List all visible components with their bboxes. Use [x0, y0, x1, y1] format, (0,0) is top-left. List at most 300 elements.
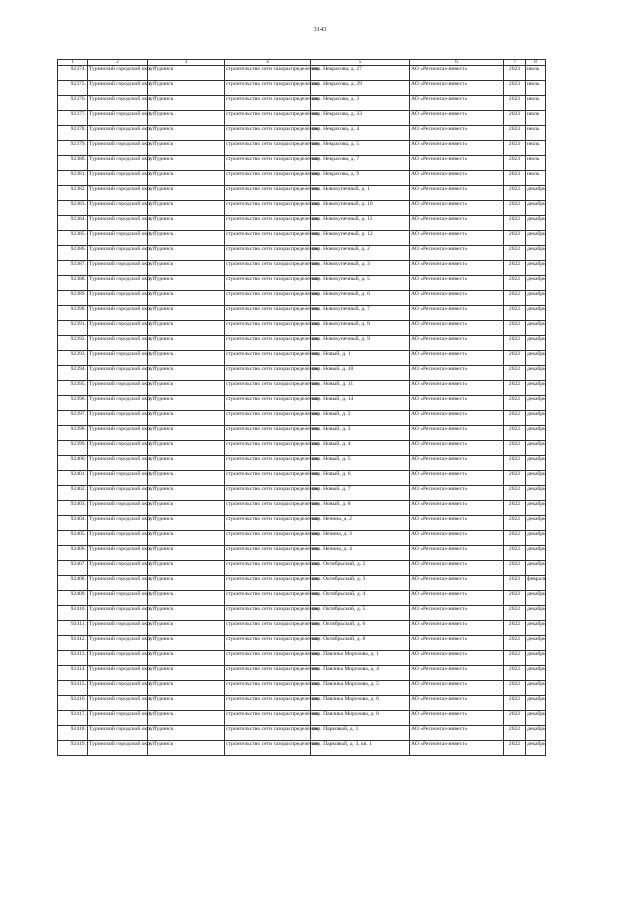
work-type-cell: строительство сети газораспределения [225, 426, 311, 441]
table-row [58, 96, 546, 111]
month-cell: декабрь [526, 396, 546, 411]
address-cell: пер. Октябрьский, д. 6 [311, 621, 410, 636]
district-cell: Туринский городской округ [88, 606, 148, 621]
address-cell: пер. Октябрьский, д. 4 [311, 591, 410, 606]
organization-cell: АО «Регионгаз-инвест» [410, 66, 504, 81]
year-cell: 2022 [504, 531, 526, 546]
month-cell: декабрь [526, 591, 546, 606]
table-row [58, 231, 546, 246]
work-type-cell: строительство сети газораспределения [225, 261, 311, 276]
district-cell: Туринский городской округ [88, 711, 148, 726]
work-type-cell: строительство сети газораспределения [225, 246, 311, 261]
work-type-cell: строительство сети газораспределения [225, 711, 311, 726]
work-type-cell: строительство сети газораспределения [225, 141, 311, 156]
year-cell: 2022 [504, 456, 526, 471]
table-row [58, 381, 546, 396]
row-number-cell: 92378. [58, 126, 88, 141]
district-cell: Туринский городской округ [88, 141, 148, 156]
header-cell: 1 [58, 60, 88, 66]
table-row [58, 516, 546, 531]
month-cell: декабрь [526, 201, 546, 216]
organization-cell: АО «Регионгаз-инвест» [410, 711, 504, 726]
organization-cell: АО «Регионгаз-инвест» [410, 246, 504, 261]
organization-cell: АО «Регионгаз-инвест» [410, 651, 504, 666]
table-row [58, 636, 546, 651]
address-cell: пер. Павлика Морозова, д. 4 [311, 666, 410, 681]
month-cell: декабрь [526, 351, 546, 366]
month-cell: декабрь [526, 546, 546, 561]
year-cell: 2022 [504, 201, 526, 216]
month-cell: декабрь [526, 441, 546, 456]
table-row [58, 711, 546, 726]
month-cell: июль [526, 66, 546, 81]
district-cell: Туринский городской округ [88, 726, 148, 741]
row-number-cell: 92412. [58, 636, 88, 651]
work-type-cell: строительство сети газораспределения [225, 306, 311, 321]
work-type-cell: строительство сети газораспределения [225, 486, 311, 501]
city-cell: г. Туринск [148, 636, 225, 651]
city-cell: г. Туринск [148, 426, 225, 441]
address-cell: пер. Парковый, д. 1 [311, 726, 410, 741]
month-cell: июль [526, 111, 546, 126]
organization-cell: АО «Регионгаз-инвест» [410, 561, 504, 576]
month-cell: июль [526, 81, 546, 96]
district-cell: Туринский городской округ [88, 111, 148, 126]
city-cell: г. Туринск [148, 171, 225, 186]
organization-cell: АО «Регионгаз-инвест» [410, 366, 504, 381]
city-cell: г. Туринск [148, 66, 225, 81]
month-cell: декабрь [526, 621, 546, 636]
organization-cell: АО «Регионгаз-инвест» [410, 141, 504, 156]
year-cell: 2022 [504, 396, 526, 411]
district-cell: Туринский городской округ [88, 441, 148, 456]
work-type-cell: строительство сети газораспределения [225, 396, 311, 411]
work-type-cell: строительство сети газораспределения [225, 516, 311, 531]
row-number-cell: 92409. [58, 591, 88, 606]
work-type-cell: строительство сети газораспределения [225, 201, 311, 216]
organization-cell: АО «Регионгаз-инвест» [410, 381, 504, 396]
address-cell: пер. Павлика Морозова, д. 8 [311, 711, 410, 726]
table-row [58, 651, 546, 666]
row-number-cell: 92405. [58, 531, 88, 546]
district-cell: Туринский городской округ [88, 636, 148, 651]
address-cell: пер. Октябрьский, д. 5 [311, 606, 410, 621]
month-cell: июль [526, 171, 546, 186]
year-cell: 2022 [504, 261, 526, 276]
address-cell: пер. Парковый, д. 3, кв. 1 [311, 741, 410, 756]
organization-cell: АО «Регионгаз-инвест» [410, 486, 504, 501]
work-type-cell: строительство сети газораспределения [225, 276, 311, 291]
organization-cell: АО «Регионгаз-инвест» [410, 696, 504, 711]
city-cell: г. Туринск [148, 711, 225, 726]
month-cell: декабрь [526, 531, 546, 546]
district-cell: Туринский городской округ [88, 186, 148, 201]
work-type-cell: строительство сети газораспределения [225, 606, 311, 621]
address-cell: пер. Новокупечный, д. 6 [311, 291, 410, 306]
table-row [58, 426, 546, 441]
table-row [58, 546, 546, 561]
row-number-cell: 92386. [58, 246, 88, 261]
month-cell: декабрь [526, 516, 546, 531]
address-cell: пер. Новый, д. 10 [311, 366, 410, 381]
header-cell: 6 [410, 60, 504, 66]
address-cell: пер. Новокупечный, д. 11 [311, 216, 410, 231]
organization-cell: АО «Регионгаз-инвест» [410, 591, 504, 606]
table-row [58, 441, 546, 456]
district-cell: Туринский городской округ [88, 231, 148, 246]
table-row [58, 741, 546, 756]
district-cell: Туринский городской округ [88, 336, 148, 351]
city-cell: г. Туринск [148, 276, 225, 291]
district-cell: Туринский городской округ [88, 621, 148, 636]
work-type-cell: строительство сети газораспределения [225, 231, 311, 246]
work-type-cell: строительство сети газораспределения [225, 501, 311, 516]
work-type-cell: строительство сети газораспределения [225, 621, 311, 636]
city-cell: г. Туринск [148, 576, 225, 591]
organization-cell: АО «Регионгаз-инвест» [410, 351, 504, 366]
city-cell: г. Туринск [148, 546, 225, 561]
row-number-cell: 92410. [58, 606, 88, 621]
row-number-cell: 92415. [58, 681, 88, 696]
row-number-cell: 92388. [58, 276, 88, 291]
address-cell: пер. Новый, д. 2 [311, 411, 410, 426]
month-cell: декабрь [526, 681, 546, 696]
district-cell: Туринский городской округ [88, 411, 148, 426]
district-cell: Туринский городской округ [88, 96, 148, 111]
address-cell: пер. Новый, д. 6 [311, 471, 410, 486]
row-number-cell: 92408. [58, 576, 88, 591]
organization-cell: АО «Регионгаз-инвест» [410, 201, 504, 216]
work-type-cell: строительство сети газораспределения [225, 636, 311, 651]
organization-cell: АО «Регионгаз-инвест» [410, 456, 504, 471]
table-row [58, 621, 546, 636]
year-cell: 2022 [504, 501, 526, 516]
district-cell: Туринский городской округ [88, 576, 148, 591]
organization-cell: АО «Регионгаз-инвест» [410, 681, 504, 696]
organization-cell: АО «Регионгаз-инвест» [410, 576, 504, 591]
address-cell: пер. Новокупечный, д. 12 [311, 231, 410, 246]
year-cell: 2022 [504, 426, 526, 441]
year-cell: 2022 [504, 711, 526, 726]
year-cell: 2022 [504, 621, 526, 636]
year-cell: 2022 [504, 336, 526, 351]
address-cell: пер. Октябрьский, д. 8 [311, 636, 410, 651]
work-type-cell: строительство сети газораспределения [225, 546, 311, 561]
year-cell: 2022 [504, 381, 526, 396]
address-cell: пер. Новокупечный, д. 9 [311, 336, 410, 351]
table-row [58, 486, 546, 501]
work-type-cell: строительство сети газораспределения [225, 381, 311, 396]
organization-cell: АО «Регионгаз-инвест» [410, 396, 504, 411]
row-number-cell: 92377. [58, 111, 88, 126]
organization-cell: АО «Регионгаз-инвест» [410, 186, 504, 201]
row-number-cell: 92417. [58, 711, 88, 726]
address-cell: пер. Павлика Морозова, д. 5 [311, 681, 410, 696]
work-type-cell: строительство сети газораспределения [225, 66, 311, 81]
city-cell: г. Туринск [148, 81, 225, 96]
district-cell: Туринский городской округ [88, 216, 148, 231]
city-cell: г. Туринск [148, 306, 225, 321]
header-cell: 2 [88, 60, 148, 66]
row-number-cell: 92390. [58, 306, 88, 321]
city-cell: г. Туринск [148, 681, 225, 696]
organization-cell: АО «Регионгаз-инвест» [410, 111, 504, 126]
address-cell: пер. Новый, д. 4 [311, 441, 410, 456]
district-cell: Туринский городской округ [88, 396, 148, 411]
district-cell: Туринский городской округ [88, 381, 148, 396]
work-type-cell: строительство сети газораспределения [225, 651, 311, 666]
address-cell: пер. Некрасова, д. 9 [311, 171, 410, 186]
district-cell: Туринский городской округ [88, 696, 148, 711]
gasification-registry-table [57, 59, 546, 756]
row-number-cell: 92375. [58, 81, 88, 96]
month-cell: июль [526, 141, 546, 156]
address-cell: пер. Нечина, д. 3 [311, 531, 410, 546]
year-cell: 2023 [504, 126, 526, 141]
work-type-cell: строительство сети газораспределения [225, 576, 311, 591]
city-cell: г. Туринск [148, 366, 225, 381]
row-number-cell: 92419. [58, 741, 88, 756]
address-cell: пер. Некрасова, д. 29 [311, 81, 410, 96]
organization-cell: АО «Регионгаз-инвест» [410, 306, 504, 321]
year-cell: 2022 [504, 591, 526, 606]
address-cell: пер. Новый, д. 14 [311, 396, 410, 411]
month-cell: декабрь [526, 471, 546, 486]
month-cell: декабрь [526, 261, 546, 276]
month-cell: декабрь [526, 726, 546, 741]
month-cell: декабрь [526, 246, 546, 261]
month-cell: декабрь [526, 636, 546, 651]
table-row [58, 366, 546, 381]
row-number-cell: 92374. [58, 66, 88, 81]
month-cell: июль [526, 96, 546, 111]
header-cell: 5 [311, 60, 410, 66]
district-cell: Туринский городской округ [88, 276, 148, 291]
header-cell: 4 [225, 60, 311, 66]
district-cell: Туринский городской округ [88, 681, 148, 696]
work-type-cell: строительство сети газораспределения [225, 681, 311, 696]
row-number-cell: 92395. [58, 381, 88, 396]
organization-cell: АО «Регионгаз-инвест» [410, 426, 504, 441]
row-number-cell: 92391. [58, 321, 88, 336]
address-cell: пер. Новый, д. 8 [311, 501, 410, 516]
row-number-cell: 92382. [58, 186, 88, 201]
district-cell: Туринский городской округ [88, 651, 148, 666]
address-cell: пер. Некрасова, д. 3 [311, 96, 410, 111]
address-cell: пер. Новокупечный, д. 7 [311, 306, 410, 321]
year-cell: 2022 [504, 741, 526, 756]
month-cell: декабрь [526, 216, 546, 231]
row-number-cell: 92418. [58, 726, 88, 741]
year-cell: 2023 [504, 141, 526, 156]
work-type-cell: строительство сети газораспределения [225, 321, 311, 336]
year-cell: 2022 [504, 276, 526, 291]
work-type-cell: строительство сети газораспределения [225, 666, 311, 681]
year-cell: 2022 [504, 411, 526, 426]
organization-cell: АО «Регионгаз-инвест» [410, 531, 504, 546]
table-row [58, 306, 546, 321]
organization-cell: АО «Регионгаз-инвест» [410, 741, 504, 756]
organization-cell: АО «Регионгаз-инвест» [410, 546, 504, 561]
city-cell: г. Туринск [148, 321, 225, 336]
address-cell: пер. Некрасова, д. 33 [311, 111, 410, 126]
month-cell: февраль [526, 576, 546, 591]
table-row [58, 261, 546, 276]
row-number-cell: 92398. [58, 426, 88, 441]
district-cell: Туринский городской округ [88, 126, 148, 141]
row-number-cell: 92376. [58, 96, 88, 111]
table-row [58, 591, 546, 606]
row-number-cell: 92381. [58, 171, 88, 186]
work-type-cell: строительство сети газораспределения [225, 291, 311, 306]
row-number-cell: 92387. [58, 261, 88, 276]
organization-cell: АО «Регионгаз-инвест» [410, 291, 504, 306]
address-cell: пер. Новый, д. 11 [311, 381, 410, 396]
year-cell: 2022 [504, 306, 526, 321]
month-cell: декабрь [526, 291, 546, 306]
work-type-cell: строительство сети газораспределения [225, 111, 311, 126]
city-cell: г. Туринск [148, 381, 225, 396]
table-row [58, 726, 546, 741]
city-cell: г. Туринск [148, 231, 225, 246]
city-cell: г. Туринск [148, 621, 225, 636]
organization-cell: АО «Регионгаз-инвест» [410, 621, 504, 636]
district-cell: Туринский городской округ [88, 501, 148, 516]
table-row [58, 696, 546, 711]
organization-cell: АО «Регионгаз-инвест» [410, 96, 504, 111]
year-cell: 2022 [504, 561, 526, 576]
address-cell: пер. Новокупечный, д. 5 [311, 276, 410, 291]
month-cell: декабрь [526, 486, 546, 501]
city-cell: г. Туринск [148, 141, 225, 156]
district-cell: Туринский городской округ [88, 351, 148, 366]
city-cell: г. Туринск [148, 666, 225, 681]
month-cell: июль [526, 126, 546, 141]
month-cell: декабрь [526, 366, 546, 381]
organization-cell: АО «Регионгаз-инвест» [410, 321, 504, 336]
work-type-cell: строительство сети газораспределения [225, 591, 311, 606]
month-cell: декабрь [526, 561, 546, 576]
city-cell: г. Туринск [148, 111, 225, 126]
district-cell: Туринский городской округ [88, 171, 148, 186]
city-cell: г. Туринск [148, 531, 225, 546]
city-cell: г. Туринск [148, 471, 225, 486]
city-cell: г. Туринск [148, 96, 225, 111]
year-cell: 2023 [504, 66, 526, 81]
year-cell: 2022 [504, 231, 526, 246]
table-row [58, 321, 546, 336]
city-cell: г. Туринск [148, 591, 225, 606]
table-row [58, 501, 546, 516]
year-cell: 2023 [504, 171, 526, 186]
month-cell: декабрь [526, 711, 546, 726]
month-cell: декабрь [526, 321, 546, 336]
city-cell: г. Туринск [148, 456, 225, 471]
work-type-cell: строительство сети газораспределения [225, 726, 311, 741]
organization-cell: АО «Регионгаз-инвест» [410, 231, 504, 246]
year-cell: 2022 [504, 186, 526, 201]
row-number-cell: 92380. [58, 156, 88, 171]
month-cell: декабрь [526, 696, 546, 711]
district-cell: Туринский городской округ [88, 546, 148, 561]
district-cell: Туринский городской округ [88, 66, 148, 81]
row-number-cell: 92411. [58, 621, 88, 636]
year-cell: 2022 [504, 441, 526, 456]
row-number-cell: 92414. [58, 666, 88, 681]
row-number-cell: 92397. [58, 411, 88, 426]
city-cell: г. Туринск [148, 561, 225, 576]
work-type-cell: строительство сети газораспределения [225, 156, 311, 171]
address-cell: пер. Новокупечный, д. 10 [311, 201, 410, 216]
year-cell: 2022 [504, 291, 526, 306]
address-cell: пер. Некрасова, д. 4 [311, 126, 410, 141]
work-type-cell: строительство сети газораспределения [225, 171, 311, 186]
organization-cell: АО «Регионгаз-инвест» [410, 441, 504, 456]
table-row [58, 561, 546, 576]
table-row [58, 351, 546, 366]
month-cell: декабрь [526, 651, 546, 666]
row-number-cell: 92401. [58, 471, 88, 486]
city-cell: г. Туринск [148, 726, 225, 741]
address-cell: пер. Новый, д. 5 [311, 456, 410, 471]
address-cell: пер. Октябрьский, д. 2 [311, 561, 410, 576]
organization-cell: АО «Регионгаз-инвест» [410, 276, 504, 291]
organization-cell: АО «Регионгаз-инвест» [410, 171, 504, 186]
year-cell: 2022 [504, 321, 526, 336]
table-row [58, 606, 546, 621]
year-cell: 2022 [504, 246, 526, 261]
year-cell: 2022 [504, 696, 526, 711]
month-cell: декабрь [526, 666, 546, 681]
work-type-cell: строительство сети газораспределения [225, 186, 311, 201]
table-row [58, 156, 546, 171]
table-row [58, 111, 546, 126]
district-cell: Туринский городской округ [88, 201, 148, 216]
district-cell: Туринский городской округ [88, 246, 148, 261]
table-row [58, 216, 546, 231]
district-cell: Туринский городской округ [88, 261, 148, 276]
organization-cell: АО «Регионгаз-инвест» [410, 81, 504, 96]
work-type-cell: строительство сети газораспределения [225, 336, 311, 351]
year-cell: 2023 [504, 96, 526, 111]
table-row [58, 81, 546, 96]
address-cell: пер. Новый, д. 1 [311, 351, 410, 366]
table-row [58, 576, 546, 591]
district-cell: Туринский городской округ [88, 486, 148, 501]
year-cell: 2022 [504, 546, 526, 561]
row-number-cell: 92385. [58, 231, 88, 246]
year-cell: 2023 [504, 156, 526, 171]
work-type-cell: строительство сети газораспределения [225, 471, 311, 486]
year-cell: 2022 [504, 216, 526, 231]
address-cell: пер. Новокупечный, д. 3 [311, 261, 410, 276]
city-cell: г. Туринск [148, 651, 225, 666]
year-cell: 2023 [504, 81, 526, 96]
address-cell: пер. Нечина, д. 2 [311, 516, 410, 531]
city-cell: г. Туринск [148, 201, 225, 216]
work-type-cell: строительство сети газораспределения [225, 411, 311, 426]
month-cell: декабрь [526, 741, 546, 756]
header-cell: 8 [526, 60, 546, 66]
district-cell: Туринский городской округ [88, 531, 148, 546]
work-type-cell: строительство сети газораспределения [225, 96, 311, 111]
organization-cell: АО «Регионгаз-инвест» [410, 726, 504, 741]
year-cell: 2022 [504, 681, 526, 696]
district-cell: Туринский городской округ [88, 156, 148, 171]
city-cell: г. Туринск [148, 441, 225, 456]
organization-cell: АО «Регионгаз-инвест» [410, 501, 504, 516]
district-cell: Туринский городской округ [88, 471, 148, 486]
